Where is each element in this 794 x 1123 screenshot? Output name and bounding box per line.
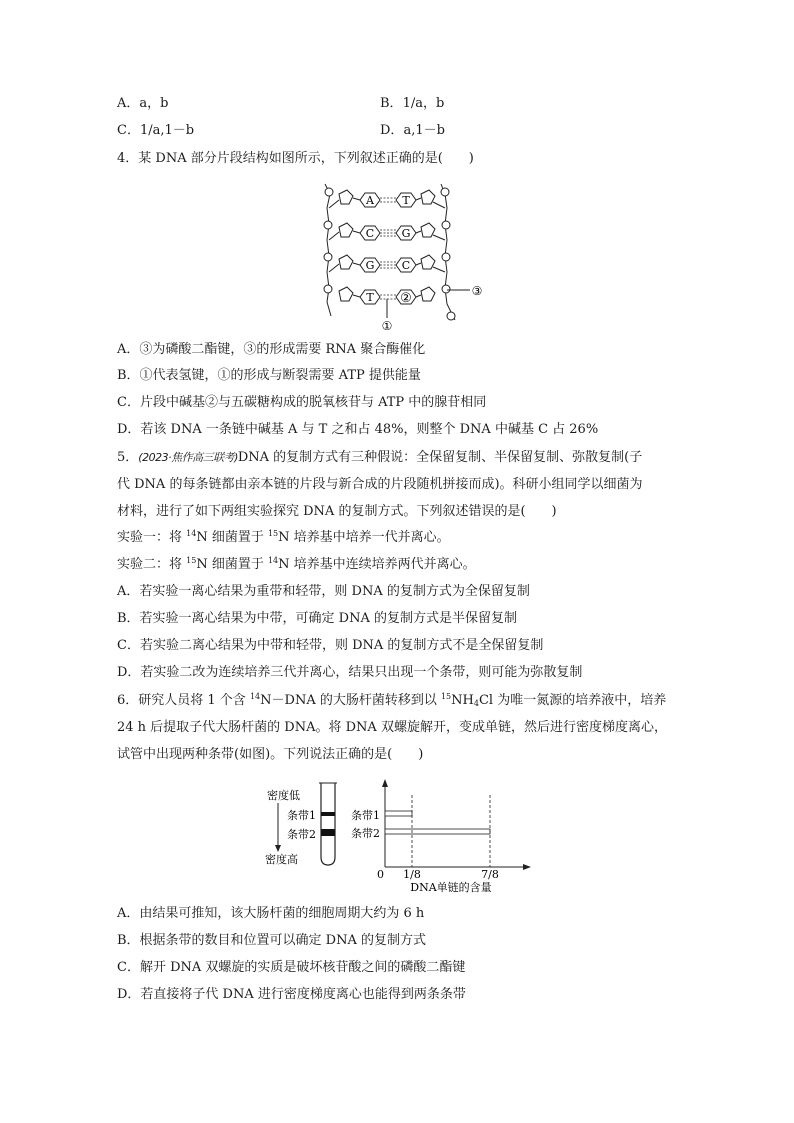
q6-option-d: D．若直接将子代 DNA 进行密度梯度离心也能得到两条条带 (117, 987, 466, 1002)
q4-option-a: A．③为磷酸二酯键，③的形成需要 RNA 聚合酶催化 (117, 342, 426, 357)
q5-stem-line1: 5．(2023·焦作高三联考)DNA 的复制方式有三种假说：全保留复制、半保留复制、弥散复制(子 (117, 450, 643, 465)
q5-experiment-1: 实验一：将 $^{14}$N 细菌置于 $^{15}$N 培养基中培养一代并离心。 (117, 529, 450, 545)
bar-band1 (385, 811, 412, 816)
base-right-2: G (401, 227, 411, 240)
centrifuge-band-figure (255, 775, 540, 895)
bar-band2 (385, 829, 490, 834)
q6-stem-line3: 试管中出现两种条带(如图)。下列说法正确的是( ) (117, 747, 424, 762)
q5-source: (2023·焦作高三联考) (138, 451, 238, 464)
axis-origin: 0 (377, 868, 384, 881)
marker-3: ③ (471, 284, 483, 298)
q3-option-c: C．1/a,1－b (117, 123, 195, 138)
q6-option-c: C．解开 DNA 双螺旋的实质是破坏核苷酸之间的磷酸二酯键 (117, 960, 466, 975)
q3-option-a: A．a，b (117, 96, 169, 111)
q5-stem-line3: 材料，进行了如下两组实验探究 DNA 的复制方式。下列叙述错误的是( ) (117, 504, 557, 519)
density-high-label: 密度高 (265, 853, 298, 866)
test-tube (321, 783, 335, 865)
q3-option-b: B．1/a，b (380, 96, 445, 111)
q5-stem-line2: 代 DNA 的每条链都由亲本链的片段与新合成的片段随机拼接而成)。科研小组同学以细菌为 (117, 477, 643, 492)
q6-option-b: B．根据条带的数目和位置可以确定 DNA 的复制方式 (117, 933, 427, 948)
marker-1: ① (381, 319, 393, 330)
q5-option-b: B．若实验一离心结果为中带，可确定 DNA 的复制方式是半保留复制 (117, 611, 518, 626)
q4-stem: 4．某 DNA 部分片段结构如图所示，下列叙述正确的是( ) (117, 151, 474, 166)
q5-option-d: D．若实验二改为连续培养三代并离心，结果只出现一个条带，则可能为弥散复制 (117, 665, 583, 680)
axis-band1-label: 条带1 (351, 809, 380, 822)
tube-band2-label: 条带2 (287, 828, 316, 841)
dna-structure-figure (315, 180, 495, 330)
q4-option-c: C．片段中碱基②与五碳糖构成的脱氧核苷与 ATP 中的腺苷相同 (117, 395, 487, 410)
tube-band-1 (321, 812, 335, 816)
q4-option-d: D．若该 DNA 一条链中碱基 A 与 T 之和占 48%，则整个 DNA 中碱基 C 占 26% (117, 422, 599, 437)
base-left-3: G (365, 259, 375, 272)
q6-option-a: A．由结果可推知，该大肠杆菌的细胞周期大约为 6 h (117, 906, 425, 921)
q5-experiment-2: 实验二：将 $^{15}$N 细菌置于 $^{14}$N 培养基中连续培养两代并离心。 (117, 556, 476, 572)
q6-stem-line2: 24 h 后提取子代大肠杆菌的 DNA。将 DNA 双螺旋解开，变成单链，然后进行密度梯度离心， (117, 720, 667, 735)
base-left-4: T (366, 291, 374, 304)
base-right-3: C (401, 259, 411, 272)
q5-option-a: A．若实验一离心结果为重带和轻带，则 DNA 的复制方式为全保留复制 (117, 584, 530, 599)
q6-stem-line1: 6．研究人员将 1 个含 $^{14}$N－DNA 的大肠杆菌转移到以 $^{15}NH_4Cl$ 为唯一氮源的培养液中，培养 (117, 692, 667, 708)
base-right-1: T (402, 194, 410, 207)
tick-7-8: 7/8 (481, 868, 499, 881)
base-left-2: C (365, 227, 375, 240)
tick-1-8: 1/8 (403, 868, 421, 881)
base-right-4: ② (400, 291, 412, 306)
axis-band2-label: 条带2 (351, 827, 380, 840)
base-left-1: A (366, 194, 374, 207)
density-low-label: 密度低 (267, 789, 300, 802)
x-axis-label: DNA单链的含量 (410, 881, 492, 894)
q3-option-d: D．a,1－b (380, 123, 445, 138)
q4-option-b: B．①代表氢键，①的形成与断裂需要 ATP 提供能量 (117, 368, 421, 383)
tube-band-2 (321, 829, 335, 836)
tube-band1-label: 条带1 (287, 809, 316, 822)
q5-option-c: C．若实验二离心结果为中带和轻带，则 DNA 的复制方式不是全保留复制 (117, 638, 544, 653)
